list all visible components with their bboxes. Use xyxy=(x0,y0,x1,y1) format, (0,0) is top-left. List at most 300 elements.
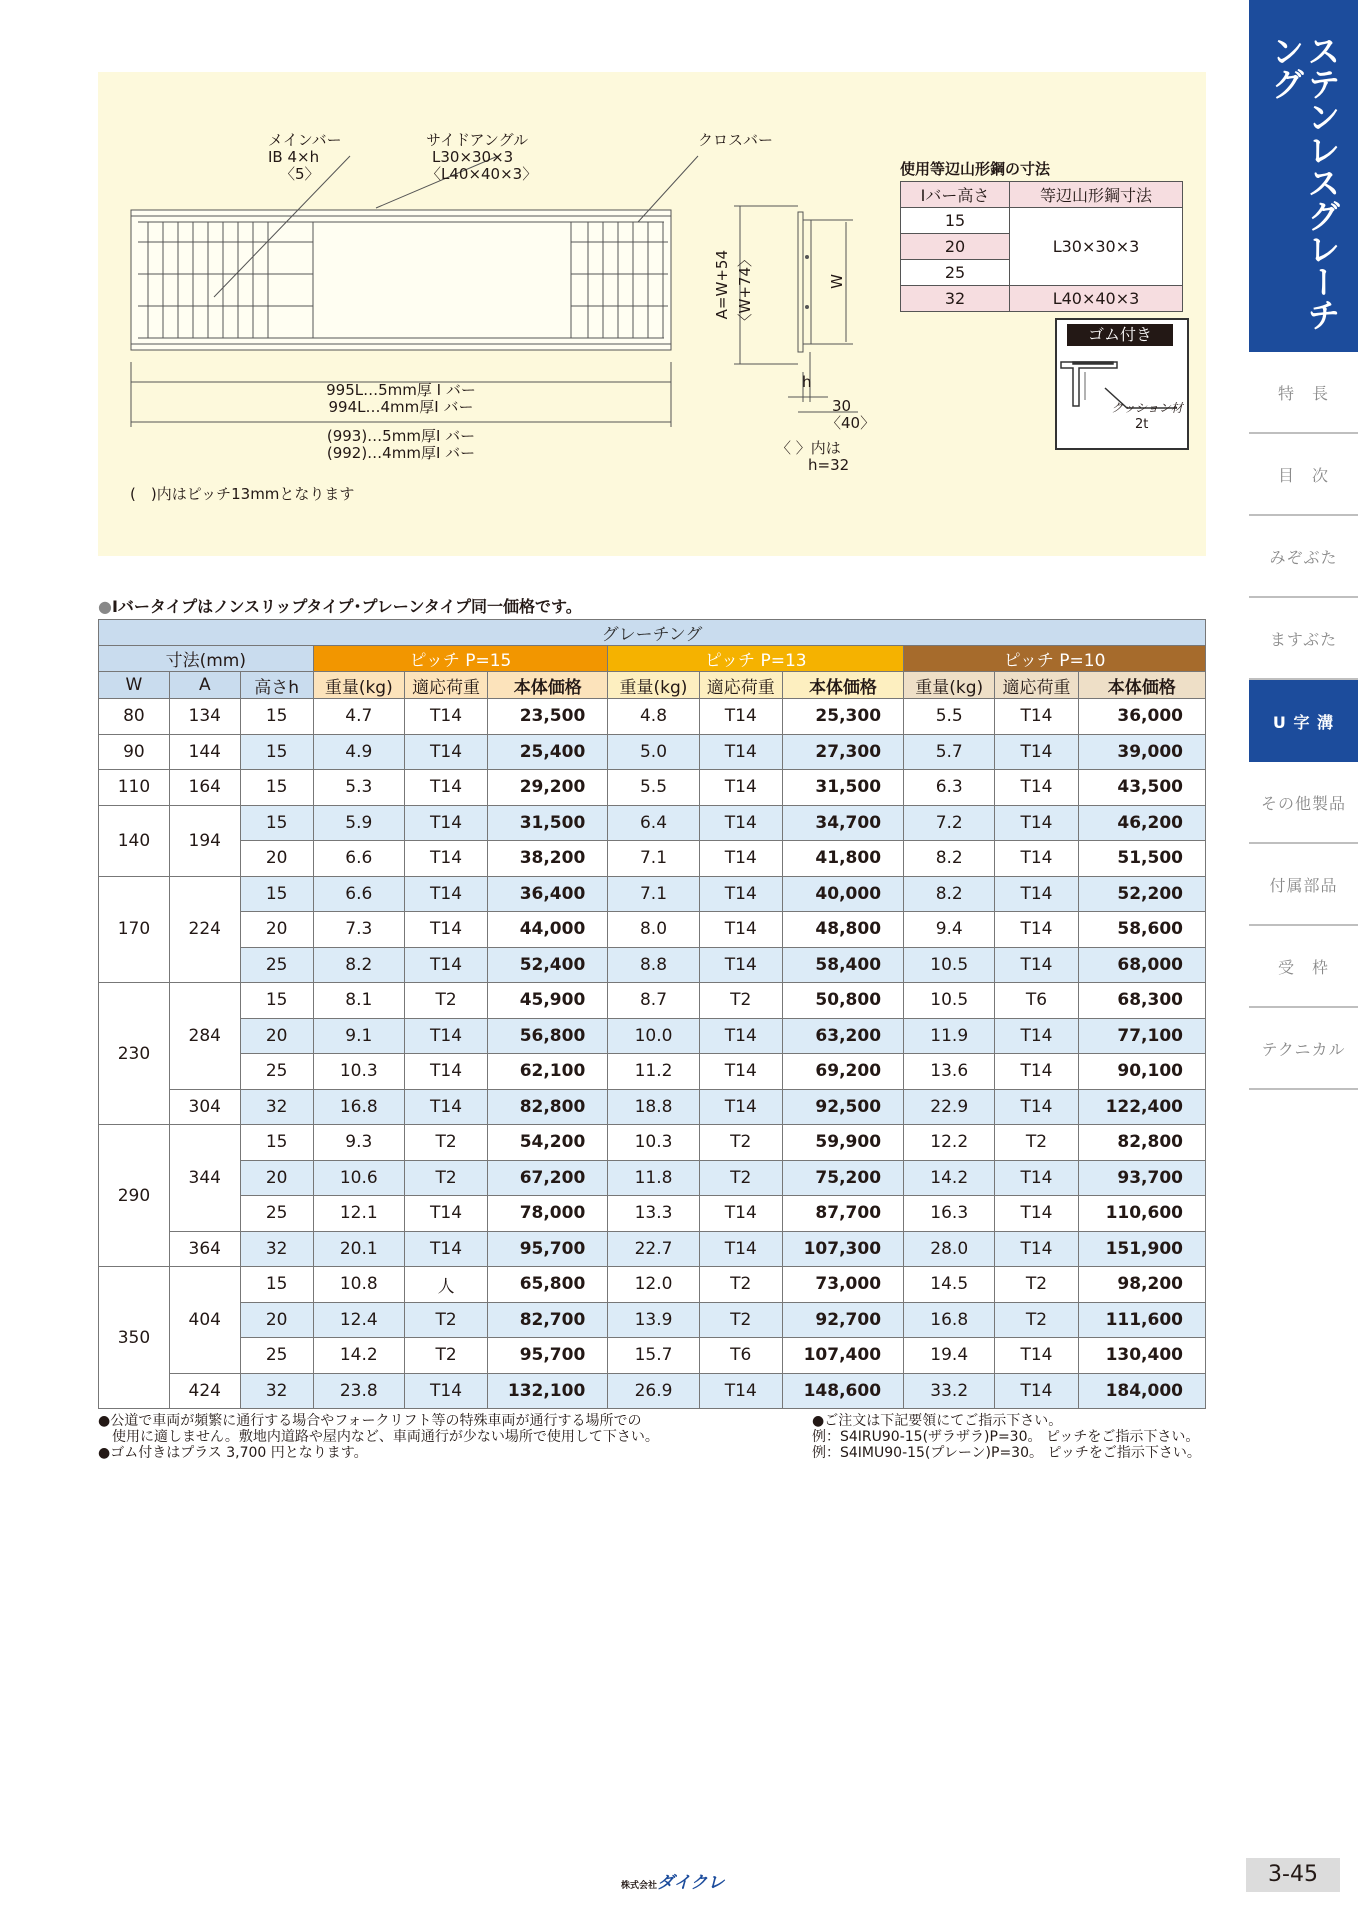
table-row xyxy=(99,983,1206,1019)
cell-weight: 11.8 xyxy=(608,1160,699,1196)
col-weight-p10: 重量(kg) xyxy=(904,672,995,699)
cell-load: T2 xyxy=(699,1267,782,1303)
footnote-right-3: 例：S4IMU90-15(プレーン)P=30。 ピッチをご指示下さい。 xyxy=(812,1445,1201,1461)
angle-header-bar-height: Iバー高さ xyxy=(901,182,1010,208)
cell-weight: 5.0 xyxy=(608,734,699,770)
cell-h: 15 xyxy=(240,699,313,735)
cell-load: T14 xyxy=(404,1018,487,1054)
cell-weight: 6.6 xyxy=(313,876,404,912)
price-table xyxy=(98,619,1206,1409)
cell-load: T14 xyxy=(995,1018,1078,1054)
cell-price: 31,500 xyxy=(488,805,608,841)
cell-weight: 11.9 xyxy=(904,1018,995,1054)
cell-price: 52,400 xyxy=(488,947,608,983)
cell-load: T2 xyxy=(995,1302,1078,1338)
cell-price: 148,600 xyxy=(782,1373,903,1409)
cell-weight: 10.8 xyxy=(313,1267,404,1303)
cell-weight: 6.4 xyxy=(608,805,699,841)
angle-row-25: 25 xyxy=(901,260,1010,286)
cell-weight: 10.3 xyxy=(608,1125,699,1161)
cell-weight: 18.8 xyxy=(608,1089,699,1125)
grating-drawing xyxy=(98,72,1206,556)
cell-w: 350 xyxy=(99,1267,170,1409)
cell-h: 32 xyxy=(240,1231,313,1267)
cell-price: 111,600 xyxy=(1078,1302,1205,1338)
cell-load: T14 xyxy=(699,770,782,806)
col-load-p15: 適応荷重 xyxy=(404,672,487,699)
cell-price: 132,100 xyxy=(488,1373,608,1409)
table-row xyxy=(99,1302,1206,1338)
cell-h: 25 xyxy=(240,1196,313,1232)
cell-weight: 9.4 xyxy=(904,912,995,948)
angle-row-20: 20 xyxy=(901,234,1010,260)
cell-weight: 7.2 xyxy=(904,805,995,841)
length-outer-label xyxy=(326,382,476,416)
cell-price: 34,700 xyxy=(782,805,903,841)
cell-a: 344 xyxy=(169,1125,240,1232)
nav-item-6[interactable]: 付属部品 xyxy=(1249,844,1358,926)
cell-load: T2 xyxy=(404,1160,487,1196)
nav-item-0[interactable]: 特 長 xyxy=(1249,352,1358,434)
table-row xyxy=(99,1054,1206,1090)
cell-price: 82,700 xyxy=(488,1302,608,1338)
cell-price: 25,300 xyxy=(782,699,903,735)
cell-price: 92,500 xyxy=(782,1089,903,1125)
cell-load: T14 xyxy=(404,912,487,948)
cell-load: T14 xyxy=(404,876,487,912)
cell-a: 144 xyxy=(169,734,240,770)
cell-weight: 23.8 xyxy=(313,1373,404,1409)
cell-price: 63,200 xyxy=(782,1018,903,1054)
cell-weight: 5.7 xyxy=(904,734,995,770)
rubber-detail-box xyxy=(1055,318,1189,450)
brand-name: ダイクレ xyxy=(657,1873,725,1893)
cell-w: 230 xyxy=(99,983,170,1125)
table-row xyxy=(99,770,1206,806)
cell-price: 65,800 xyxy=(488,1267,608,1303)
angle-row-15: 15 xyxy=(901,208,1010,234)
col-w: W xyxy=(99,672,170,699)
cell-w: 90 xyxy=(99,734,170,770)
cell-load: T6 xyxy=(699,1338,782,1374)
cell-a: 284 xyxy=(169,983,240,1090)
table-title: グレーチング xyxy=(99,620,1206,646)
cell-w: 80 xyxy=(99,699,170,735)
cell-price: 58,400 xyxy=(782,947,903,983)
cell-price: 23,500 xyxy=(488,699,608,735)
cell-price: 36,000 xyxy=(1078,699,1205,735)
cell-weight: 16.3 xyxy=(904,1196,995,1232)
cell-price: 36,400 xyxy=(488,876,608,912)
cell-load: T14 xyxy=(699,1018,782,1054)
length-inner-5mm: (993)…5mm厚I バー xyxy=(326,427,476,445)
cell-price: 130,400 xyxy=(1078,1338,1205,1374)
cell-w: 140 xyxy=(99,805,170,876)
cell-weight: 4.9 xyxy=(313,734,404,770)
cell-weight: 12.1 xyxy=(313,1196,404,1232)
main-bar-spec: IB 4×h xyxy=(268,148,320,166)
footnotes-right xyxy=(812,1413,1201,1461)
cell-h: 15 xyxy=(240,805,313,841)
cell-price: 29,200 xyxy=(488,770,608,806)
cell-w: 290 xyxy=(99,1125,170,1267)
main-bar-spec-alt: 〈5〉 xyxy=(280,165,320,183)
cell-price: 95,700 xyxy=(488,1231,608,1267)
cell-price: 38,200 xyxy=(488,841,608,877)
cell-h: 15 xyxy=(240,876,313,912)
h-dimension: h xyxy=(802,373,812,391)
flange-40: 〈40〉 xyxy=(826,414,876,432)
table-row xyxy=(99,1196,1206,1232)
cell-load: T14 xyxy=(404,947,487,983)
cell-a: 404 xyxy=(169,1267,240,1374)
cell-weight: 33.2 xyxy=(904,1373,995,1409)
cell-weight: 14.2 xyxy=(313,1338,404,1374)
cell-weight: 5.3 xyxy=(313,770,404,806)
cell-load: T14 xyxy=(699,1373,782,1409)
price-table-body xyxy=(99,699,1206,1409)
cell-load: T2 xyxy=(404,1302,487,1338)
length-outer-5mm: 995L…5mm厚 I バー xyxy=(326,381,476,399)
cell-load: T14 xyxy=(404,1089,487,1125)
footnotes-left xyxy=(98,1413,659,1461)
cell-price: 31,500 xyxy=(782,770,903,806)
cell-weight: 13.9 xyxy=(608,1302,699,1338)
cell-price: 27,300 xyxy=(782,734,903,770)
main-bar-name: メインバー xyxy=(268,131,342,149)
cell-load: T14 xyxy=(404,1054,487,1090)
cell-weight: 12.0 xyxy=(608,1267,699,1303)
cell-price: 45,900 xyxy=(488,983,608,1019)
cell-weight: 7.3 xyxy=(313,912,404,948)
cell-weight: 8.7 xyxy=(608,983,699,1019)
cell-weight: 9.1 xyxy=(313,1018,404,1054)
side-angle-label xyxy=(426,132,537,183)
cell-weight: 20.1 xyxy=(313,1231,404,1267)
cell-weight: 19.4 xyxy=(904,1338,995,1374)
cell-load: T2 xyxy=(699,1160,782,1196)
cell-price: 184,000 xyxy=(1078,1373,1205,1409)
cell-weight: 22.7 xyxy=(608,1231,699,1267)
cell-load: 人 xyxy=(404,1267,487,1303)
cell-load: T14 xyxy=(699,1054,782,1090)
cell-weight: 10.5 xyxy=(904,983,995,1019)
col-h: 高さh xyxy=(240,672,313,699)
cell-weight: 8.0 xyxy=(608,912,699,948)
cell-h: 20 xyxy=(240,1018,313,1054)
cell-weight: 7.1 xyxy=(608,876,699,912)
cell-load: T14 xyxy=(995,947,1078,983)
cushion-thickness: 2t xyxy=(1135,417,1149,432)
category-title-tab xyxy=(1249,0,1358,352)
length-inner-label xyxy=(327,428,475,462)
rubber-label: ゴム付き xyxy=(1067,324,1173,346)
bullet-icon: ● xyxy=(98,597,112,616)
cell-price: 48,800 xyxy=(782,912,903,948)
nav-item-7[interactable]: 受 枠 xyxy=(1249,926,1358,1008)
table-row xyxy=(99,1018,1206,1054)
cell-weight: 6.6 xyxy=(313,841,404,877)
cell-a: 304 xyxy=(169,1089,240,1125)
cell-h: 20 xyxy=(240,1160,313,1196)
cell-weight: 5.5 xyxy=(904,699,995,735)
side-angle-name: サイドアングル xyxy=(426,131,529,149)
cell-h: 32 xyxy=(240,1089,313,1125)
table-row xyxy=(99,841,1206,877)
cell-weight: 5.9 xyxy=(313,805,404,841)
cell-a: 164 xyxy=(169,770,240,806)
cell-load: T2 xyxy=(404,983,487,1019)
cell-weight: 10.6 xyxy=(313,1160,404,1196)
cell-load: T14 xyxy=(995,841,1078,877)
footnote-right-2: 例：S4IRU90-15(ザラザラ)P=30。 ピッチをご指示下さい。 xyxy=(812,1429,1200,1445)
cell-load: T14 xyxy=(995,1054,1078,1090)
main-bar-label xyxy=(268,132,342,183)
cell-weight: 6.3 xyxy=(904,770,995,806)
col-price-p15: 本体価格 xyxy=(488,672,608,699)
cell-weight: 28.0 xyxy=(904,1231,995,1267)
cell-w: 110 xyxy=(99,770,170,806)
cell-price: 46,200 xyxy=(1078,805,1205,841)
cell-price: 40,000 xyxy=(782,876,903,912)
col-price-p13: 本体価格 xyxy=(782,672,903,699)
cell-load: T2 xyxy=(995,1125,1078,1161)
pitch-note: ( )内はピッチ13mmとなります xyxy=(130,485,355,503)
cell-weight: 10.5 xyxy=(904,947,995,983)
col-weight-p15: 重量(kg) xyxy=(313,672,404,699)
cell-a: 194 xyxy=(169,805,240,876)
h32-note xyxy=(776,440,849,474)
cell-weight: 16.8 xyxy=(313,1089,404,1125)
cell-load: T2 xyxy=(699,1302,782,1338)
table-row xyxy=(99,805,1206,841)
cell-h: 25 xyxy=(240,1338,313,1374)
cell-price: 69,200 xyxy=(782,1054,903,1090)
cell-load: T14 xyxy=(699,1196,782,1232)
grating-diagram-panel xyxy=(98,72,1206,556)
footnote-left-3: ●ゴム付きはプラス 3,700 円となります。 xyxy=(98,1445,368,1461)
nav-item-2[interactable]: みぞぶた xyxy=(1249,516,1358,598)
cell-load: T14 xyxy=(699,876,782,912)
cell-weight: 14.5 xyxy=(904,1267,995,1303)
nav-item-5[interactable]: その他製品 xyxy=(1249,762,1358,844)
cushion-label: クッション材 xyxy=(1111,401,1183,415)
cell-w: 170 xyxy=(99,876,170,983)
rubber-drawing xyxy=(1057,348,1187,448)
cell-load: T14 xyxy=(995,1160,1078,1196)
cell-h: 15 xyxy=(240,734,313,770)
w-dimension: W xyxy=(828,274,846,289)
angle-spec-l30: L30×30×3 xyxy=(1010,208,1183,286)
cell-load: T14 xyxy=(995,876,1078,912)
cell-h: 25 xyxy=(240,1054,313,1090)
cell-price: 78,000 xyxy=(488,1196,608,1232)
table-row xyxy=(99,912,1206,948)
table-row xyxy=(99,1231,1206,1267)
table-row xyxy=(99,1267,1206,1303)
a-dimension: A=W+54 xyxy=(713,250,731,320)
cell-load: T2 xyxy=(699,983,782,1019)
cell-weight: 9.3 xyxy=(313,1125,404,1161)
cell-weight: 10.0 xyxy=(608,1018,699,1054)
cell-load: T14 xyxy=(699,947,782,983)
cell-price: 43,500 xyxy=(1078,770,1205,806)
cell-load: T14 xyxy=(404,734,487,770)
table-row xyxy=(99,1125,1206,1161)
cell-price: 75,200 xyxy=(782,1160,903,1196)
cell-h: 25 xyxy=(240,947,313,983)
table-row xyxy=(99,1338,1206,1374)
cell-price: 68,000 xyxy=(1078,947,1205,983)
cell-price: 87,700 xyxy=(782,1196,903,1232)
cell-price: 82,800 xyxy=(1078,1125,1205,1161)
cell-weight: 13.6 xyxy=(904,1054,995,1090)
cell-load: T14 xyxy=(995,1338,1078,1374)
cell-load: T2 xyxy=(404,1338,487,1374)
cell-weight: 4.7 xyxy=(313,699,404,735)
footnote-right-1: ●ご注文は下記要領にてご指示下さい。 xyxy=(812,1413,1063,1429)
length-inner-4mm: (992)…4mm厚I バー xyxy=(326,444,476,462)
flange-dimension xyxy=(826,397,876,432)
cell-price: 44,000 xyxy=(488,912,608,948)
cell-price: 151,900 xyxy=(1078,1231,1205,1267)
cell-weight: 5.5 xyxy=(608,770,699,806)
cell-price: 59,900 xyxy=(782,1125,903,1161)
nav-item-4[interactable]: U 字 溝 xyxy=(1249,680,1358,762)
cell-h: 15 xyxy=(240,1267,313,1303)
col-weight-p13: 重量(kg) xyxy=(608,672,699,699)
angle-spec-table xyxy=(900,181,1183,312)
dimension-header: 寸法(mm) xyxy=(99,646,314,672)
cell-price: 25,400 xyxy=(488,734,608,770)
nav-item-8[interactable]: テクニカル xyxy=(1249,1008,1358,1090)
table-row xyxy=(99,699,1206,735)
cell-h: 32 xyxy=(240,1373,313,1409)
cell-load: T2 xyxy=(995,1267,1078,1303)
cell-h: 15 xyxy=(240,983,313,1019)
cell-weight: 8.2 xyxy=(313,947,404,983)
cell-price: 73,000 xyxy=(782,1267,903,1303)
side-angle-spec: L30×30×3 xyxy=(432,148,514,166)
cell-price: 52,200 xyxy=(1078,876,1205,912)
cell-weight: 14.2 xyxy=(904,1160,995,1196)
cell-price: 93,700 xyxy=(1078,1160,1205,1196)
page-number: 3-45 xyxy=(1246,1858,1340,1892)
cell-load: T14 xyxy=(699,841,782,877)
nav-item-3[interactable]: ますぶた xyxy=(1249,598,1358,680)
cell-load: T14 xyxy=(995,1231,1078,1267)
cell-price: 41,800 xyxy=(782,841,903,877)
cell-price: 68,300 xyxy=(1078,983,1205,1019)
cell-load: T2 xyxy=(699,1125,782,1161)
cell-weight: 8.8 xyxy=(608,947,699,983)
table-row xyxy=(99,1373,1206,1409)
cross-bar-label: クロスバー xyxy=(698,131,774,149)
cell-load: T14 xyxy=(995,912,1078,948)
cell-price: 58,600 xyxy=(1078,912,1205,948)
cell-load: T14 xyxy=(995,805,1078,841)
cell-price: 50,800 xyxy=(782,983,903,1019)
cell-load: T14 xyxy=(995,1089,1078,1125)
cell-weight: 10.3 xyxy=(313,1054,404,1090)
cell-a: 224 xyxy=(169,876,240,983)
cell-price: 56,800 xyxy=(488,1018,608,1054)
cell-load: T14 xyxy=(995,770,1078,806)
a-dimension-alt: 〈W+74〉 xyxy=(736,252,754,329)
table-row xyxy=(99,1160,1206,1196)
cell-weight: 12.4 xyxy=(313,1302,404,1338)
side-angle-spec-alt: 〈L40×40×3〉 xyxy=(426,165,538,183)
nav-item-1[interactable]: 目 次 xyxy=(1249,434,1358,516)
h32-note-line2: h=32 xyxy=(808,456,850,474)
pitch15-header: ピッチ P=15 xyxy=(313,646,608,672)
flange-30: 30 xyxy=(832,397,852,415)
col-load-p10: 適応荷重 xyxy=(995,672,1078,699)
cell-price: 51,500 xyxy=(1078,841,1205,877)
cell-load: T14 xyxy=(404,1373,487,1409)
cell-price: 95,700 xyxy=(488,1338,608,1374)
table-row xyxy=(99,876,1206,912)
cell-weight: 22.9 xyxy=(904,1089,995,1125)
note-top xyxy=(98,594,582,617)
cell-price: 98,200 xyxy=(1078,1267,1205,1303)
cell-h: 20 xyxy=(240,1302,313,1338)
cell-weight: 7.1 xyxy=(608,841,699,877)
angle-row-32: 32 xyxy=(901,286,1010,312)
cell-load: T14 xyxy=(995,1373,1078,1409)
length-outer-4mm: 994L…4mm厚I バー xyxy=(328,398,474,416)
cell-load: T14 xyxy=(404,1231,487,1267)
cell-weight: 11.2 xyxy=(608,1054,699,1090)
cell-weight: 26.9 xyxy=(608,1373,699,1409)
cell-a: 364 xyxy=(169,1231,240,1267)
cell-load: T14 xyxy=(699,912,782,948)
cell-weight: 8.1 xyxy=(313,983,404,1019)
pitch10-header: ピッチ P=10 xyxy=(904,646,1206,672)
cell-weight: 4.8 xyxy=(608,699,699,735)
cell-weight: 15.7 xyxy=(608,1338,699,1374)
cell-load: T2 xyxy=(404,1125,487,1161)
cell-price: 122,400 xyxy=(1078,1089,1205,1125)
cell-load: T14 xyxy=(404,805,487,841)
cell-price: 39,000 xyxy=(1078,734,1205,770)
cell-load: T14 xyxy=(404,699,487,735)
cell-load: T14 xyxy=(404,770,487,806)
cell-price: 107,400 xyxy=(782,1338,903,1374)
footnote-left-2: 使用に適しません。敷地内道路や屋内など、車両通行が少ない場所で使用して下さい。 xyxy=(98,1429,659,1445)
category-title: ステンレスグレーチング xyxy=(1266,34,1342,331)
cell-h: 15 xyxy=(240,1125,313,1161)
brand-prefix: 株式会社 xyxy=(621,1881,658,1891)
table-row xyxy=(99,1089,1206,1125)
cell-weight: 8.2 xyxy=(904,841,995,877)
brand-logo xyxy=(621,1868,724,1893)
cell-price: 62,100 xyxy=(488,1054,608,1090)
table-row xyxy=(99,947,1206,983)
cell-weight: 8.2 xyxy=(904,876,995,912)
cell-price: 77,100 xyxy=(1078,1018,1205,1054)
cell-price: 110,600 xyxy=(1078,1196,1205,1232)
cell-price: 54,200 xyxy=(488,1125,608,1161)
col-a: A xyxy=(169,672,240,699)
col-load-p13: 適応荷重 xyxy=(699,672,782,699)
h32-note-line1: 〈 〉内は xyxy=(776,439,841,457)
cell-load: T14 xyxy=(995,734,1078,770)
cell-load: T14 xyxy=(699,699,782,735)
cell-load: T14 xyxy=(699,805,782,841)
cell-price: 92,700 xyxy=(782,1302,903,1338)
angle-header-spec: 等辺山形鋼寸法 xyxy=(1010,182,1183,208)
